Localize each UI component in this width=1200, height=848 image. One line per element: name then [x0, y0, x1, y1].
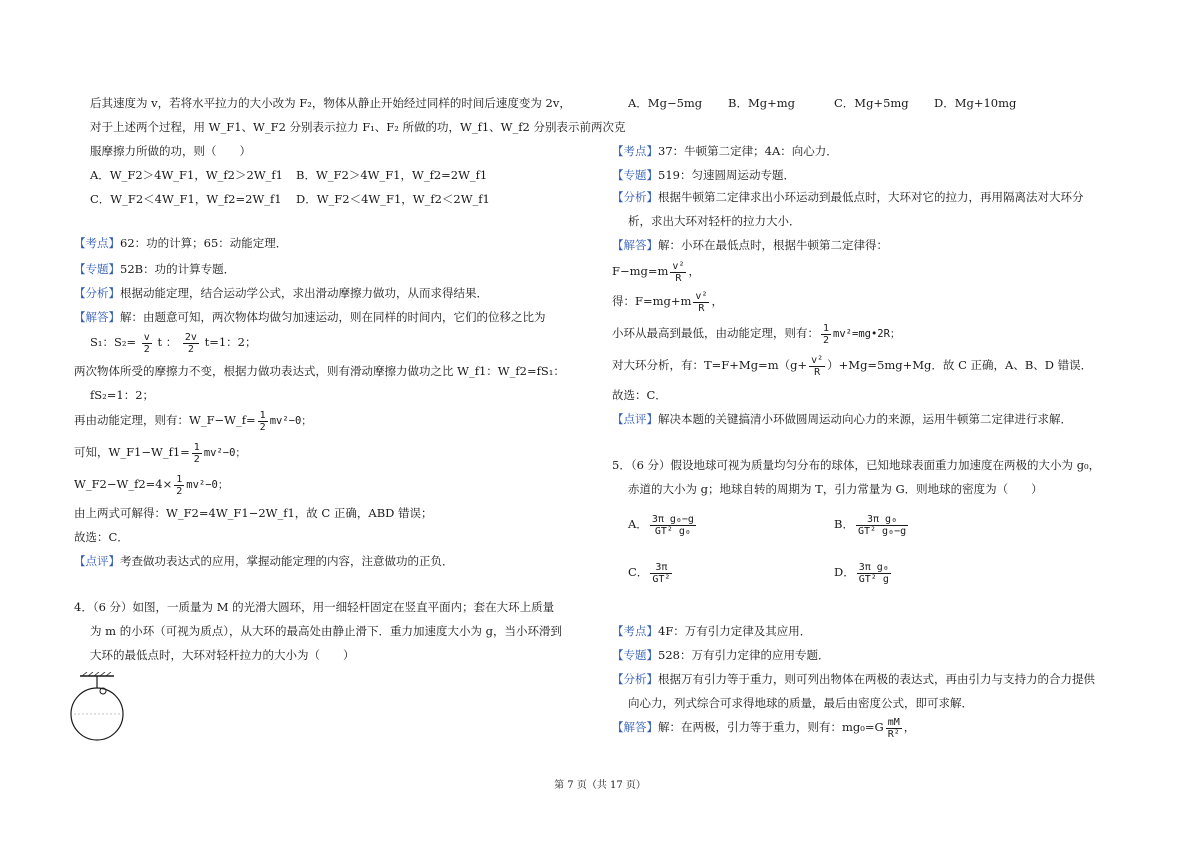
option-c: C．W_F2＜4W_F1，W_f2=2W_f1: [90, 192, 282, 206]
q5-c-label: C．: [628, 565, 649, 579]
q5-b-fraction: $\frac{\text{3π g₀}}{\text{GT² g₀−g}}$: [857, 513, 907, 537]
r-eq5-post: ）+Mg=5mg+Mg．故 C 正确，A、B、D 错误．: [827, 358, 1093, 372]
q3-stem-line2: 对于上述两个过程，用 W_F1、W_F2 分别表示拉力 F₁、F₂ 所做的功，W_f1、W_f2 分别表示前两次克: [90, 120, 626, 134]
kaodian-label: 【考点】: [74, 236, 120, 250]
q5-jieda-label: 【解答】: [612, 720, 658, 734]
q5-a-label: A．: [628, 517, 648, 531]
q5-fenxi-label: 【分析】: [612, 672, 658, 686]
r-jieda-label: 【解答】: [612, 238, 658, 252]
q5-jieda-text: 解：在两极，引力等于重力，则有：mg₀=G: [658, 720, 884, 734]
q5-option-c: [628, 556, 674, 588]
jieda-label: 【解答】: [74, 310, 120, 324]
r-kaodian-label: 【考点】: [612, 144, 658, 158]
r-kaodian-text: 37：牛顿第二定律；4A：向心力．: [658, 144, 838, 158]
eq5-post: mv²−0；: [269, 415, 312, 427]
r-eq2-post: ，: [688, 264, 700, 278]
q5-kaodian-line: [612, 624, 811, 638]
q5-stem-line2: 赤道的大小为 g；地球自转的周期为 T，引力常量为 G．则地球的密度为（ ）: [628, 482, 1043, 496]
fraction-mM-over-R2: $\frac{mM}{\text{R²}}$: [887, 716, 900, 740]
jieda-text-6: [74, 440, 246, 465]
fenxi-line: [74, 286, 488, 300]
q3-stem-line1: 后其速度为 v，若将水平拉力的大小改为 F₂，物体从静止开始经过同样的时间后速度变为 2v，: [90, 96, 571, 110]
q5-b-label: B．: [834, 517, 854, 531]
q5-option-b: [834, 508, 910, 540]
zhuanti-text: 52B：功的计算专题．: [120, 262, 236, 276]
jieda-text-1: 解：由题意可知，两次物体均做匀加速运动，则在同样的时间内，它们的位移之比为: [120, 310, 546, 324]
r-jieda-eq4: [612, 320, 900, 347]
zhuanti-label: 【专题】: [74, 262, 120, 276]
q5-fenxi-text-1: 根据万有引力等于重力，则可列出物体在两极的表达式，再由引力与支持力的合力提供: [658, 672, 1095, 686]
r-kaodian-line: [612, 144, 838, 158]
q5-jieda-end: ，: [903, 720, 916, 734]
kaodian-text: 62：功的计算；65：动能定理．: [120, 236, 288, 250]
r-fenxi-text-2: 析，求出大环对轻杆的拉力大小．: [628, 214, 801, 228]
q3-stem-line3: 服摩擦力所做的功，则（ ）: [90, 144, 251, 158]
ratio-mid: t ：: [157, 335, 178, 349]
fraction-half: $\frac{1}{2}$: [176, 473, 183, 497]
q5-option-a: [628, 508, 698, 540]
r-jieda-eq3: [612, 288, 723, 314]
r-eq3-post: ，: [711, 294, 723, 308]
q4-option-a: A．Mg−5mg: [628, 96, 703, 110]
q5-d-label: D．: [834, 565, 855, 579]
jieda-text-3: 两次物体所受的摩擦力不变，根据力做功表达式，则有滑动摩擦力做功之比 W_f1：W_f2=fS₁：: [74, 364, 565, 378]
q5-d-fraction: $\frac{\text{3π g₀}}{\text{GT² g}}$: [858, 561, 889, 585]
r-fenxi-label: 【分析】: [612, 190, 658, 204]
r-jieda-line: [612, 238, 888, 252]
q5-kaodian-text: 4F：万有引力定律及其应用．: [658, 624, 812, 638]
q4-option-d: D．Mg+10mg: [934, 96, 1017, 110]
q5-c-fraction: $\frac{3\pi}{\text{GT²}}$: [652, 561, 671, 585]
eq5-pre: 再由动能定理，则有：W_F−W_f=: [74, 413, 256, 427]
fraction-half: $\frac{1}{2}$: [193, 441, 200, 465]
jieda-ratio: [90, 330, 257, 355]
fraction-2v-over-2: $\frac{2v}{2}$: [184, 331, 197, 355]
fenxi-label: 【分析】: [74, 286, 120, 300]
eq6-pre: 可知，W_F1−W_f1=: [74, 445, 190, 459]
r-eq4-pre: 小环从最高到最低，由动能定理，则有：: [612, 326, 819, 340]
option-a: A．W_F2＞4W_F1，W_f2＞2W_f1: [90, 168, 283, 182]
option-b: B．W_F2＞4W_F1，W_f2=2W_f1: [296, 168, 488, 182]
q5-option-d: [834, 556, 893, 588]
jieda-line: [74, 310, 546, 324]
q5-zhuanti-text: 528：万有引力定律的应用专题．: [658, 648, 830, 662]
q5-zhuanti-label: 【专题】: [612, 648, 658, 662]
r-fenxi-text-1: 根据牛顿第二定律求出小环运动到最低点时，大环对它的拉力，再用隔离法对大环分: [658, 190, 1084, 204]
dianping-text: 考查做功表达式的应用，掌握动能定理的内容，注意做功的正负．: [120, 554, 454, 568]
fraction-v-over-2: $\frac{v}{2}$: [143, 331, 150, 355]
q5-a-fraction: $\frac{\text{3π g₀−g}}{\text{GT² g₀}}$: [651, 513, 694, 537]
eq7-pre: W_F2−W_f2=4×: [74, 477, 173, 491]
r-jieda-eq2: [612, 258, 700, 284]
fraction-half: $\frac{1}{2}$: [823, 322, 830, 346]
r-jieda-eq5: [612, 352, 1092, 378]
r-zhuanti-line: [612, 168, 795, 182]
ratio-post: t=1：2；: [204, 335, 257, 349]
r-eq5-pre: 对大环分析，有：T=F+Mg=m（g+: [612, 358, 808, 372]
q4-stem-line2: 为 m 的小环（可视为质点），从大环的最高处由静止滑下．重力加速度大小为 g，当小环滑到: [90, 624, 562, 638]
ratio-pre: S₁：S₂=: [90, 335, 137, 349]
q5-kaodian-label: 【考点】: [612, 624, 658, 638]
fraction-half: $\frac{1}{2}$: [259, 409, 266, 433]
r-jieda-text-1: 解：小环在最低点时，根据牛顿第二定律得：: [658, 238, 888, 252]
r-eq4-post: mv²=mg•2R；: [833, 328, 901, 340]
r-dianping-label: 【点评】: [612, 412, 658, 426]
jieda-text-7: [74, 472, 228, 497]
r-dianping-text: 解决本题的关键搞清小环做圆周运动向心力的来源，运用牛顿第二定律进行求解．: [658, 412, 1072, 426]
jieda-text-4: fS₂=1：2；: [90, 388, 155, 402]
fenxi-text: 根据动能定理，结合运动学公式，求出滑动摩擦力做功，从而求得结果．: [120, 286, 488, 300]
q4-option-c: C．Mg+5mg: [834, 96, 909, 110]
q4-stem-line3: 大环的最低点时，大环对轻杆拉力的大小为（ ）: [90, 648, 355, 662]
ring-diagram: [70, 672, 140, 752]
r-eq2-pre: F−mg=m: [612, 264, 669, 278]
page-footer: 第 7 页（共 17 页）: [554, 780, 646, 791]
jieda-text-9: 故选：C．: [74, 530, 129, 544]
r-fenxi-line: [612, 190, 1084, 204]
q5-fenxi-text-2: 向心力，列式综合可求得地球的质量，最后由密度公式，即可求解．: [628, 696, 973, 710]
q5-stem-line1: 5．（6 分）假设地球可视为质量均匀分布的球体，已知地球表面重力加速度在两极的大小为 g₀，: [612, 458, 1101, 472]
option-d: D．W_F2＜4W_F1，W_f2＜2W_f1: [296, 192, 490, 206]
r-zhuanti-text: 519：匀速圆周运动专题．: [658, 168, 795, 182]
eq7-post: mv²−0；: [186, 479, 229, 491]
q5-jieda-line: [612, 714, 915, 740]
r-zhuanti-label: 【专题】: [612, 168, 658, 182]
q4-stem-line1: 4．（6 分）如图，一质量为 M 的光滑大圆环，用一细轻杆固定在竖直平面内；套在大环上质量: [74, 600, 555, 614]
r-jieda-text-6: 故选：C．: [612, 388, 667, 402]
q4-option-b: B．Mg+mg: [728, 96, 795, 110]
r-dianping-line: [612, 412, 1072, 426]
jieda-text-8: 由上两式可解得：W_F2=4W_F1−2W_f1，故 C 正确，ABD 错误；: [74, 506, 433, 520]
fraction-v2-over-R: $\frac{\text{v²}}{R}$: [811, 354, 824, 378]
jieda-text-5: [74, 408, 312, 433]
dianping-label: 【点评】: [74, 554, 120, 568]
q5-zhuanti-line: [612, 648, 829, 662]
zhuanti-line: [74, 262, 235, 276]
dianping-line: [74, 554, 454, 568]
fraction-v2-over-R: $\frac{\text{v²}}{R}$: [672, 260, 685, 284]
q5-fenxi-line: [612, 672, 1095, 686]
fraction-v2-over-R: $\frac{\text{v²}}{R}$: [695, 290, 708, 314]
r-eq3-pre: 得：F=mg+m: [612, 294, 692, 308]
kaodian-line: [74, 236, 287, 250]
eq6-post: mv²−0；: [203, 447, 246, 459]
